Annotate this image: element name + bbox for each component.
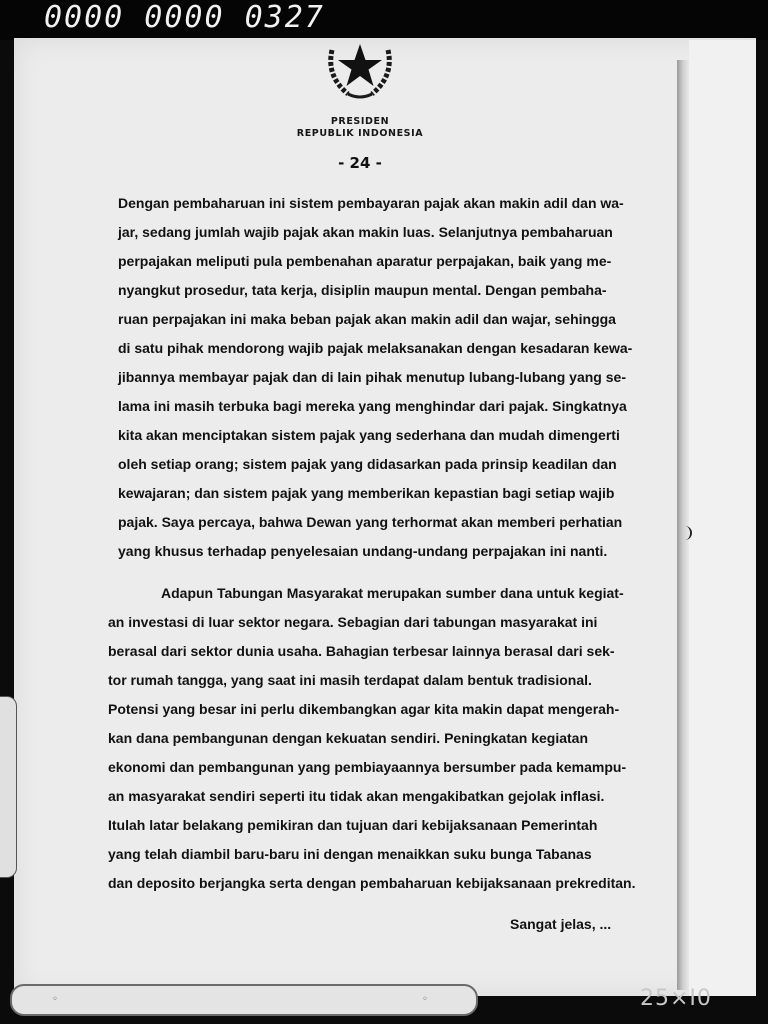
track-dot-icon: ◦ xyxy=(52,994,58,1005)
garuda-star-emblem-icon xyxy=(318,36,402,102)
letterhead-line-2: REPUBLIK INDONESIA xyxy=(296,128,424,139)
text-line: oleh setiap orang; sistem pajak yang didasarkan pada prinsip keadilan dan xyxy=(118,456,617,472)
text-line: kita akan menciptakan sistem pajak yang sederhana dan mudah dimengerti xyxy=(118,427,620,443)
film-scroll-track[interactable] xyxy=(10,984,478,1016)
letterhead-line-1: PRESIDEN xyxy=(330,116,390,127)
text-line: Potensi yang besar ini perlu dikembangkan agar kita makin dapat mengerah- xyxy=(108,701,620,717)
text-line: tor rumah tangga, yang saat ini masih terdapat dalam bentuk tradisional. xyxy=(108,672,592,688)
reduction-ratio-mark: 25×I0 xyxy=(640,986,712,1011)
page-right-margin xyxy=(689,40,756,996)
text-line: yang telah diambil baru-baru ini dengan menaikkan suku bunga Tabanas xyxy=(108,846,592,862)
page-number: - 24 - xyxy=(338,154,382,172)
text-line: ruan perpajakan ini maka beban pajak akan makin adil dan wajar, sehingga xyxy=(118,311,616,327)
text-line: jibannya membayar pajak dan di lain pihak menutup lubang-lubang yang se- xyxy=(118,369,626,385)
text-line: nyangkut prosedur, tata kerja, disiplin maupun mental. Dengan pembaha- xyxy=(118,282,607,298)
text-line: perpajakan meliputi pula pembenahan aparatur perpajakan, baik yang me- xyxy=(118,253,612,269)
text-line: Adapun Tabungan Masyarakat merupakan sumber dana untuk kegiat- xyxy=(161,585,624,601)
text-line: an masyarakat sendiri seperti itu tidak akan mengakibatkan gejolak inflasi. xyxy=(108,788,605,804)
text-line: berasal dari sektor dunia usaha. Bahagian terbesar lainnya berasal dari sek- xyxy=(108,643,615,659)
text-line: lama ini masih terbuka bagi mereka yang menghindar dari pajak. Singkatnya xyxy=(118,398,627,414)
text-line: pajak. Saya percaya, bahwa Dewan yang terhormat akan memberi perhatian xyxy=(118,514,623,530)
text-line: kewajaran; dan sistem pajak yang memberikan kepastian bagi setiap wajib xyxy=(118,485,615,501)
text-line: Dengan pembaharuan ini sistem pembayaran pajak akan makin adil dan wa- xyxy=(118,195,624,211)
track-dot-icon: ◦ xyxy=(422,994,428,1005)
frame-counter: 0000 0000 0327 xyxy=(44,0,325,35)
text-line: Itulah latar belakang pemikiran dan tujuan dari kebijaksanaan Pemerintah xyxy=(108,817,598,833)
film-header-strip xyxy=(0,0,768,40)
text-line: yang khusus terhadap penyelesaian undang-undang perpajakan ini nanti. xyxy=(118,543,608,559)
letterhead xyxy=(240,116,480,140)
closing-catchword: Sangat jelas, ... xyxy=(510,916,612,932)
text-line: di satu pihak mendorong wajib pajak melaksanakan dengan kesadaran kewa- xyxy=(118,340,633,356)
text-line: an investasi di luar sektor negara. Sebagian dari tabungan masyarakat ini xyxy=(108,614,598,630)
text-line: jar, sedang jumlah wajib pajak akan makin luas. Selanjutnya pembaharuan xyxy=(118,224,613,240)
text-line: ekonomi dan pembangunan yang pembiayaannya bersumber pada kemampu- xyxy=(108,759,627,775)
page-binding-edge xyxy=(677,60,689,990)
left-page-tab xyxy=(0,696,17,878)
text-line: kan dana pembangunan dengan kekuatan sendiri. Peningkatan kegiatan xyxy=(108,730,589,746)
text-line: dan deposito berjangka serta dengan pembaharuan kebijaksanaan prekreditan. xyxy=(108,875,636,891)
